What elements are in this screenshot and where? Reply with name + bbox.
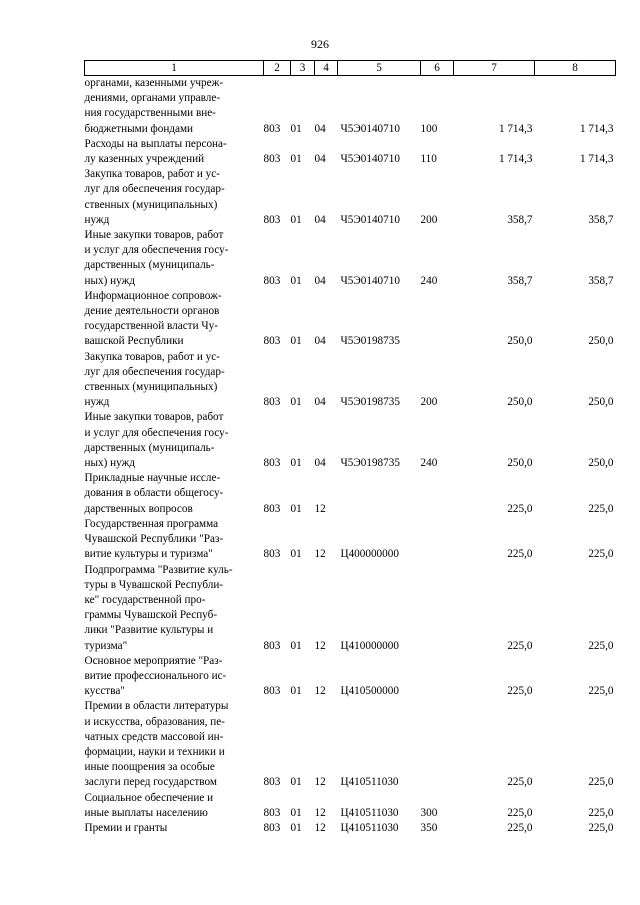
description-cell bbox=[85, 563, 264, 654]
header-cell: 5 bbox=[338, 61, 421, 76]
gr-cell: 803 bbox=[263, 776, 281, 789]
description-cell bbox=[85, 699, 264, 790]
budget-table bbox=[84, 60, 616, 836]
rz-cell: 01 bbox=[290, 335, 302, 348]
description-cell bbox=[85, 471, 264, 517]
description-cell bbox=[85, 167, 264, 228]
vr-cell: 100 bbox=[420, 122, 438, 135]
amount-cell: 358,7 bbox=[507, 213, 533, 226]
amount-cell: 250,0 bbox=[507, 457, 533, 470]
gr-cell: 803 bbox=[263, 548, 281, 561]
rz-cell: 01 bbox=[290, 548, 302, 561]
amount-cell: 225,0 bbox=[507, 821, 533, 834]
csr-cell: Ч5Э0198735 bbox=[340, 335, 400, 348]
csr-cell: Ц410511030 bbox=[340, 776, 399, 789]
table-row bbox=[85, 517, 616, 563]
csr-cell: Ц410000000 bbox=[340, 639, 399, 652]
pr-cell: 04 bbox=[314, 396, 326, 409]
amount-cell: 225,0 bbox=[588, 548, 614, 561]
description-line: дение деятельности органов bbox=[84, 305, 220, 318]
description-cell bbox=[85, 228, 264, 289]
header-cell: 4 bbox=[315, 61, 338, 76]
table-row bbox=[85, 137, 616, 167]
csr-cell: Ч5Э0198735 bbox=[340, 396, 400, 409]
description-cell bbox=[85, 137, 264, 167]
rz-cell: 01 bbox=[290, 639, 302, 652]
amount-cell: 250,0 bbox=[588, 457, 614, 470]
gr-cell: 803 bbox=[263, 685, 281, 698]
gr-cell: 803 bbox=[263, 153, 281, 166]
table-row bbox=[85, 563, 616, 654]
description-cell bbox=[85, 821, 264, 836]
amount-cell: 225,0 bbox=[507, 639, 533, 652]
table-row bbox=[85, 76, 616, 137]
description-line: нужд bbox=[84, 213, 110, 226]
description-line: ния государственными вне- bbox=[84, 107, 216, 120]
pr-cell: 12 bbox=[314, 639, 326, 652]
description-line: Закупка товаров, работ и ус- bbox=[84, 350, 220, 363]
csr-cell: Ч5Э0140710 bbox=[340, 213, 400, 226]
csr-cell: Ч5Э0140710 bbox=[340, 122, 400, 135]
vr-cell bbox=[421, 699, 454, 790]
rz-cell: 01 bbox=[290, 806, 302, 819]
csr-cell: Ч5Э0140710 bbox=[340, 274, 400, 287]
vr-cell: 240 bbox=[420, 457, 438, 470]
description-line: Подпрограмма "Развитие куль- bbox=[84, 563, 233, 576]
rz-cell: 01 bbox=[290, 122, 302, 135]
gr-cell: 803 bbox=[263, 806, 281, 819]
gr-cell: 803 bbox=[263, 122, 281, 135]
amount-cell: 1 714,3 bbox=[579, 153, 614, 166]
description-line: Премии в области литературы bbox=[84, 700, 229, 713]
description-line: вашской Республики bbox=[84, 335, 184, 348]
amount-cell: 225,0 bbox=[588, 776, 614, 789]
pr-cell: 04 bbox=[314, 122, 326, 135]
csr-cell: Ц410511030 bbox=[340, 806, 399, 819]
amount-cell: 225,0 bbox=[588, 502, 614, 515]
csr-cell: Ц400000000 bbox=[340, 548, 399, 561]
gr-cell: 803 bbox=[263, 502, 281, 515]
pr-cell: 12 bbox=[314, 502, 326, 515]
description-cell bbox=[85, 791, 264, 821]
description-line: чатных средств массовой ин- bbox=[84, 730, 224, 743]
vr-cell: 300 bbox=[420, 806, 438, 819]
header-cell: 3 bbox=[291, 61, 315, 76]
description-line: иные поощрения за особые bbox=[84, 761, 215, 774]
rz-cell: 01 bbox=[290, 776, 302, 789]
description-line: кусства" bbox=[84, 685, 125, 698]
description-line: Расходы на выплаты персона- bbox=[84, 137, 227, 150]
description-cell bbox=[85, 654, 264, 700]
header-cell: 1 bbox=[85, 61, 264, 76]
description-line: и искусства, образования, пе- bbox=[84, 715, 225, 728]
description-line: лики "Развитие культуры и bbox=[84, 624, 214, 637]
csr-cell bbox=[338, 471, 421, 517]
amount-cell: 1 714,3 bbox=[498, 153, 533, 166]
amount-cell: 225,0 bbox=[507, 502, 533, 515]
amount-cell: 250,0 bbox=[507, 335, 533, 348]
description-line: и услуг для обеспечения госу- bbox=[84, 426, 229, 439]
amount-cell: 225,0 bbox=[507, 548, 533, 561]
gr-cell: 803 bbox=[263, 821, 281, 834]
description-line: Прикладные научные иссле- bbox=[84, 472, 221, 485]
amount-cell: 225,0 bbox=[588, 806, 614, 819]
table-row bbox=[85, 699, 616, 790]
amount-cell: 1 714,3 bbox=[498, 122, 533, 135]
pr-cell: 04 bbox=[314, 153, 326, 166]
description-cell bbox=[85, 289, 264, 350]
description-line: формации, науки и техники и bbox=[84, 745, 225, 758]
table-row bbox=[85, 350, 616, 411]
vr-cell: 200 bbox=[420, 213, 438, 226]
description-cell bbox=[85, 350, 264, 411]
description-line: государственной власти Чу- bbox=[84, 320, 218, 333]
table-header-row bbox=[85, 61, 616, 76]
vr-cell bbox=[421, 517, 454, 563]
gr-cell: 803 bbox=[263, 639, 281, 652]
header-cell: 8 bbox=[535, 61, 616, 76]
table-row bbox=[85, 167, 616, 228]
table-row bbox=[85, 228, 616, 289]
amount-cell: 225,0 bbox=[588, 685, 614, 698]
table-row bbox=[85, 791, 616, 821]
gr-cell: 803 bbox=[263, 274, 281, 287]
page-number: 926 bbox=[311, 37, 329, 51]
header-cell: 6 bbox=[421, 61, 454, 76]
pr-cell: 04 bbox=[314, 457, 326, 470]
rz-cell: 01 bbox=[290, 396, 302, 409]
description-line: Социальное обеспечение и bbox=[84, 791, 214, 804]
csr-cell: Ц410500000 bbox=[340, 685, 399, 698]
description-line: Закупка товаров, работ и ус- bbox=[84, 168, 220, 181]
amount-cell: 225,0 bbox=[507, 776, 533, 789]
description-line: нужд bbox=[84, 396, 110, 409]
description-line: Государственная программа bbox=[84, 517, 219, 530]
description-line: Иные закупки товаров, работ bbox=[84, 411, 224, 424]
description-line: туры в Чувашской Республи- bbox=[84, 578, 224, 591]
vr-cell: 200 bbox=[420, 396, 438, 409]
rz-cell: 01 bbox=[290, 821, 302, 834]
csr-cell: Ц410511030 bbox=[340, 821, 399, 834]
description-line: граммы Чувашской Респуб- bbox=[84, 609, 218, 622]
vr-cell: 240 bbox=[420, 274, 438, 287]
rz-cell: 01 bbox=[290, 213, 302, 226]
description-line: витие культуры и туризма" bbox=[84, 548, 213, 561]
description-line: Основное мероприятие "Раз- bbox=[84, 654, 223, 667]
amount-cell: 250,0 bbox=[588, 335, 614, 348]
csr-cell: Ч5Э0140710 bbox=[340, 153, 400, 166]
amount-cell: 358,7 bbox=[507, 274, 533, 287]
description-line: лу казенных учреждений bbox=[84, 153, 205, 166]
rz-cell: 01 bbox=[290, 685, 302, 698]
description-line: Иные закупки товаров, работ bbox=[84, 229, 224, 242]
amount-cell: 225,0 bbox=[507, 806, 533, 819]
amount-cell: 358,7 bbox=[588, 274, 614, 287]
pr-cell: 04 bbox=[314, 274, 326, 287]
pr-cell: 12 bbox=[314, 776, 326, 789]
vr-cell bbox=[421, 289, 454, 350]
description-line: Чувашской Республики "Раз- bbox=[84, 533, 224, 546]
vr-cell bbox=[421, 563, 454, 654]
description-line: дарственных (муниципаль- bbox=[84, 259, 215, 272]
pr-cell: 04 bbox=[314, 335, 326, 348]
description-line: дениями, органами управле- bbox=[84, 92, 221, 105]
description-line: бюджетными фондами bbox=[84, 122, 194, 135]
amount-cell: 250,0 bbox=[588, 396, 614, 409]
description-line: Премии и гранты bbox=[84, 821, 168, 834]
csr-cell: Ч5Э0198735 bbox=[340, 457, 400, 470]
description-line: Информационное сопровож- bbox=[84, 289, 222, 302]
pr-cell: 04 bbox=[314, 213, 326, 226]
description-line: ственных (муниципальных) bbox=[84, 381, 218, 394]
description-line: луг для обеспечения государ- bbox=[84, 365, 225, 378]
description-line: и услуг для обеспечения госу- bbox=[84, 244, 229, 257]
description-cell bbox=[85, 76, 264, 137]
amount-cell: 225,0 bbox=[588, 639, 614, 652]
description-line: дования в области общегосу- bbox=[84, 487, 224, 500]
pr-cell: 12 bbox=[314, 806, 326, 819]
description-line: органами, казенными учреж- bbox=[84, 77, 224, 89]
amount-cell: 250,0 bbox=[507, 396, 533, 409]
table-row bbox=[85, 289, 616, 350]
description-line: ных) нужд bbox=[84, 274, 135, 287]
description-line: витие профессионального ис- bbox=[84, 669, 227, 682]
description-line: иные выплаты населению bbox=[84, 806, 208, 819]
header-cell: 2 bbox=[264, 61, 291, 76]
table-row bbox=[85, 471, 616, 517]
amount-cell: 225,0 bbox=[588, 821, 614, 834]
description-line: ке" государственной про- bbox=[84, 593, 206, 606]
vr-cell: 110 bbox=[420, 153, 437, 166]
description-line: туризма" bbox=[84, 639, 128, 652]
gr-cell: 803 bbox=[263, 396, 281, 409]
gr-cell: 803 bbox=[263, 213, 281, 226]
gr-cell: 803 bbox=[263, 335, 281, 348]
description-line: ных) нужд bbox=[84, 457, 135, 470]
description-line: дарственных вопросов bbox=[84, 502, 193, 515]
rz-cell: 01 bbox=[290, 274, 302, 287]
gr-cell: 803 bbox=[263, 457, 281, 470]
rz-cell: 01 bbox=[290, 153, 302, 166]
description-cell bbox=[85, 410, 264, 471]
header-cell: 7 bbox=[454, 61, 535, 76]
rz-cell: 01 bbox=[290, 457, 302, 470]
pr-cell: 12 bbox=[314, 685, 326, 698]
description-line: дарственных (муниципаль- bbox=[84, 441, 215, 454]
amount-cell: 1 714,3 bbox=[579, 122, 614, 135]
pr-cell: 12 bbox=[314, 821, 326, 834]
amount-cell: 225,0 bbox=[507, 685, 533, 698]
vr-cell: 350 bbox=[420, 821, 438, 834]
table-body bbox=[85, 76, 616, 837]
table-row bbox=[85, 410, 616, 471]
amount-cell: 358,7 bbox=[588, 213, 614, 226]
description-line: заслуги перед государством bbox=[84, 776, 217, 789]
description-line: ственных (муниципальных) bbox=[84, 198, 218, 211]
table-row bbox=[85, 654, 616, 700]
vr-cell bbox=[421, 654, 454, 700]
vr-cell bbox=[421, 471, 454, 517]
rz-cell: 01 bbox=[290, 502, 302, 515]
description-line: луг для обеспечения государ- bbox=[84, 183, 225, 196]
table-row bbox=[85, 821, 616, 836]
description-cell bbox=[85, 517, 264, 563]
pr-cell: 12 bbox=[314, 548, 326, 561]
